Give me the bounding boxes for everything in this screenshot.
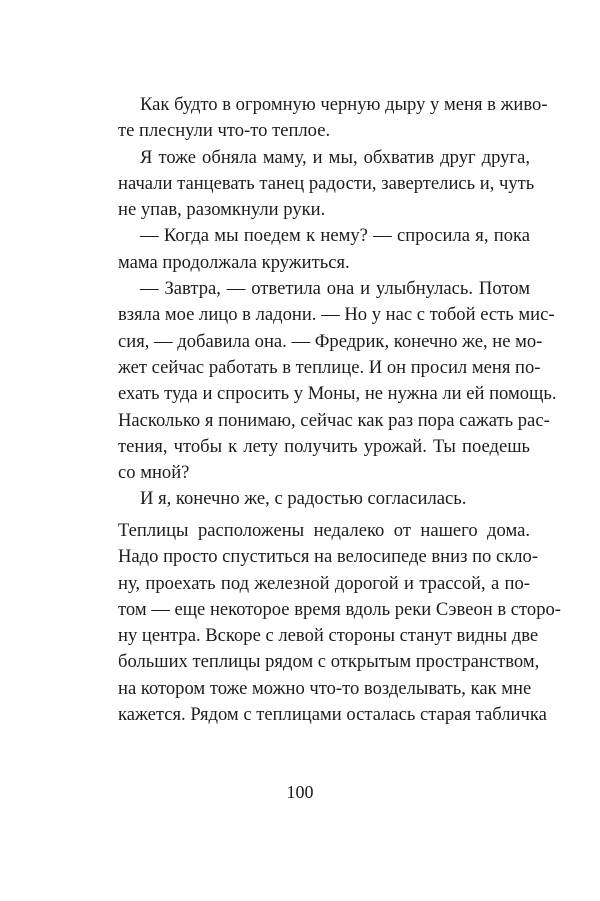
text-line: том — еще некоторое время вдоль реки Сэвеон в сторо- [118,598,561,620]
text-section-1 [118,92,557,513]
text-line: кажется. Рядом с теплицами осталась старая табличка [118,704,547,726]
text-line: — Завтра, — ответила она и улыбнулась. Потом [140,278,530,300]
paragraph-5 [118,486,530,512]
text-line: ну, проехать под железной дорогой и трассой, а по- [118,572,530,594]
text-line: ехать туда и спросить у Моны, не нужна ли ей помощь. [118,383,557,405]
text-line: Насколько я понимаю, сейчас как раз пора сажать рас- [118,409,550,431]
text-line: ну центра. Вскоре с левой стороны станут видны две [118,625,539,647]
text-line: И я, конечно же, с радостью согласилась. [140,488,467,510]
text-line: мама продолжала кружиться. [118,251,350,273]
page-number: 100 [286,782,314,802]
text-line: — Когда мы поедем к нему? — спросила я, пока [140,225,530,247]
text-line: Надо просто спуститься на велосипеде вниз по скло- [118,546,539,568]
paragraph-6 [118,518,561,728]
paragraph-4 [118,276,557,486]
paragraph-3 [118,223,530,276]
paragraph-1 [118,92,548,145]
text-section-2 [118,518,561,728]
text-line: больших теплицы рядом с открытым пространством, [118,651,540,673]
text-line: на котором тоже можно что-то возделывать, как мне [118,677,532,699]
text-line: взяла мое лицо в ладони. — Но у нас с тобой есть мис- [118,304,555,326]
text-line: тения, чтобы к лету получить урожай. Ты поедешь [118,435,530,457]
text-line: начали танцевать танец радости, завертелись и, чуть [118,172,535,194]
text-line: не упав, разомкнули руки. [118,199,326,221]
text-line: Как будто в огромную черную дыру у меня в живо- [140,94,548,115]
text-line: Я тоже обняла маму, и мы, обхватив друг друга, [140,146,530,168]
paragraph-2 [118,145,535,224]
text-line: жет сейчас работать в теплице. И он просил меня по- [118,356,541,378]
text-line: со мной? [118,462,190,484]
text-line: сия, — добавила она. — Фредрик, конечно же, не мо- [118,330,543,352]
text-line: те плеснули что-то теплое. [118,120,331,142]
text-line: Теплицы расположены недалеко от нашего дома. [118,520,530,541]
